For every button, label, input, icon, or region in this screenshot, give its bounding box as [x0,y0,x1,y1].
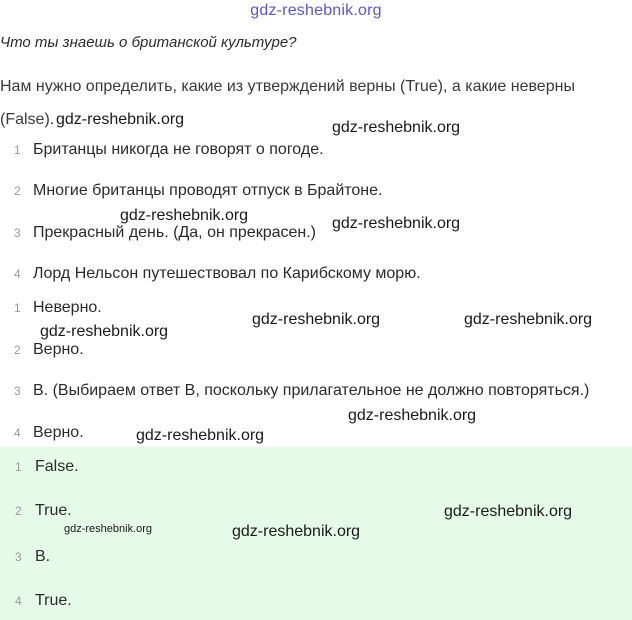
watermark: gdz-reshebnik.org [464,311,593,328]
list-item [0,179,382,203]
watermark: gdz-reshebnik.org [136,427,265,444]
site-header-link[interactable]: gdz-reshebnik.org [250,2,382,19]
list-item [0,421,84,445]
watermark: gdz-reshebnik.org [56,111,185,128]
item-text: Лорд Нельсон путешествовал по Карибскому морю. [33,265,421,282]
list-item [0,379,589,403]
intro-paragraph: Нам нужно определить, какие из утверждений верны (True), а какие неверны (False). [0,78,575,128]
item-number: 4 [15,594,22,608]
watermark: gdz-reshebnik.org [348,407,477,424]
watermark: gdz-reshebnik.org [120,207,249,224]
item-number: 1 [15,460,22,474]
watermark: gdz-reshebnik.org [64,523,153,535]
item-text: Прекрасный день. (Да, он прекрасен.) [33,224,317,241]
item-number: 2 [15,504,22,518]
item-number: 1 [14,301,21,315]
item-number: 2 [14,343,21,357]
watermark: gdz-reshebnik.org [332,215,461,232]
watermark: gdz-reshebnik.org [332,119,461,136]
item-text: Британцы никогда не говорят о погоде. [33,141,324,158]
item-number: 3 [14,226,21,240]
question-heading: Что ты знаешь о британской культуре? [0,34,297,51]
item-number: 1 [14,143,21,157]
item-number: 4 [14,267,21,281]
item-number: 2 [14,184,21,198]
item-text: Многие британцы проводят отпуск в Брайтоне. [33,182,383,199]
item-text: В. (Выбираем ответ В, поскольку прилагательное не должно повторяться.) [33,382,590,399]
watermark: gdz-reshebnik.org [252,311,381,328]
item-number: 3 [15,550,22,564]
watermark: gdz-reshebnik.org [232,523,361,540]
list-item [0,138,324,162]
item-text: Верно. [33,424,84,441]
list-item [0,499,72,523]
item-text: False. [35,458,79,475]
list-item [0,338,84,362]
item-text: Неверно. [33,299,102,316]
item-text: Верно. [33,341,84,358]
item-number: 3 [14,384,21,398]
list-item [0,589,72,613]
item-text: True. [35,592,72,609]
list-item [0,262,421,286]
item-text: B. [35,548,51,565]
item-text: True. [35,502,72,519]
item-number: 4 [14,426,21,440]
list-item [0,545,50,569]
list-item [0,455,79,479]
watermark: gdz-reshebnik.org [40,323,169,340]
watermark: gdz-reshebnik.org [444,503,573,520]
list-item [0,296,102,320]
